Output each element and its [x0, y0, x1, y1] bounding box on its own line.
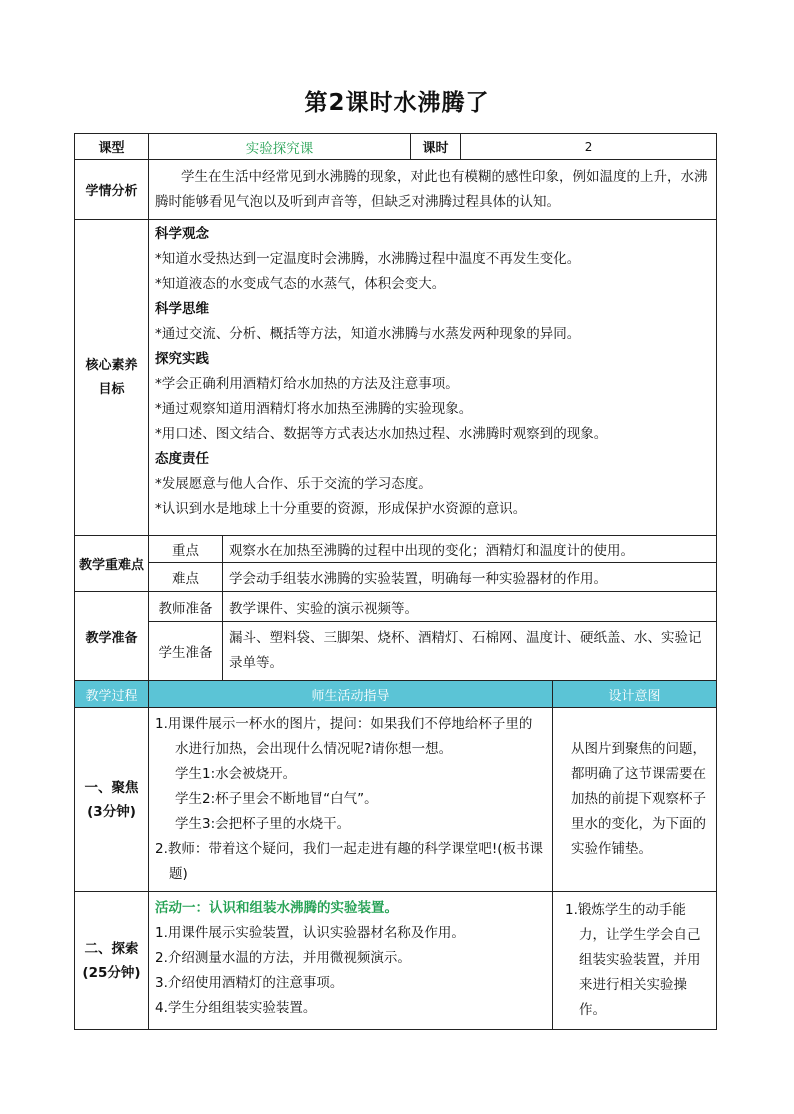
row-stage-focus: [75, 708, 717, 892]
goal-item: *认识到水是地球上十分重要的资源，形成保护水资源的意识。: [155, 501, 527, 517]
lesson-plan-table: [74, 133, 717, 1030]
analysis-text: 学生在生活中经常见到水沸腾的现象，对此也有模糊的感性印象，例如温度的上升，水沸腾时能够看见气泡以及听到声音等，但缺乏对沸腾过程具体的认知。: [149, 160, 717, 220]
row-goals: [75, 220, 717, 536]
stage1-activity: [149, 708, 553, 892]
stage1-label: 一、聚焦: [84, 779, 139, 796]
goals-label-line2: 目标: [98, 381, 125, 397]
student-prep-text: 漏斗、塑料袋、三脚架、烧杯、酒精灯、石棉网、温度计、硬纸盖、水、实验记录单等。: [223, 622, 717, 681]
stage1-answer: 学生2:杯子里会不断地冒“白气”。: [175, 791, 378, 807]
stage1-question-line1: 1.用课件展示一杯水的图片，提问：如果我们不停地给杯子里的: [155, 716, 533, 732]
course-period-label: 课时: [411, 134, 461, 160]
stage2-step: 2.介绍测量水温的方法，并用微视频演示。: [155, 950, 411, 966]
goal-item: *知道水受热达到一定温度时会沸腾，水沸腾过程中温度不再发生变化。: [155, 251, 581, 267]
goal-item: *学会正确利用酒精灯给水加热的方法及注意事项。: [155, 376, 459, 392]
goal-item: *通过观察知道用酒精灯将水加热至沸腾的实验现象。: [155, 401, 473, 417]
focus-label: 重点: [149, 536, 223, 563]
goals-content: [149, 220, 717, 536]
goal-item: *用口述、图文结合、数据等方式表达水加热过程、水沸腾时观察到的现象。: [155, 426, 608, 442]
stage2-step: 4.学生分组组装实验装置。: [155, 1000, 317, 1016]
process-header-row: [75, 681, 717, 708]
course-period-value: 2: [461, 134, 717, 160]
stage2-activity-title: 活动一：认识和组装水沸腾的实验装置。: [155, 900, 398, 916]
row-difficulty: [75, 563, 717, 592]
process-header-activity: 师生活动指导: [149, 681, 553, 708]
row-analysis: [75, 160, 717, 220]
row-stage-explore: [75, 892, 717, 1030]
stage2-step: 3.介绍使用酒精灯的注意事项。: [155, 975, 344, 991]
stage2-activity: [149, 892, 553, 1030]
goals-label-line1: 核心素养: [85, 357, 138, 373]
course-type-value: 实验探究课: [149, 134, 411, 160]
row-focus: [75, 536, 717, 563]
goal-heading: 科学观念: [155, 226, 209, 242]
stage1-label-cell: [75, 708, 149, 892]
course-type-label: 课型: [75, 134, 149, 160]
row-course-type: [75, 134, 717, 160]
goal-item: *通过交流、分析、概括等方法，知道水沸腾与水蒸发两种现象的异同。: [155, 326, 581, 342]
goal-heading: 态度责任: [155, 451, 209, 467]
page-title: 第2课时水沸腾了: [304, 90, 490, 116]
analysis-label: 学情分析: [75, 160, 149, 220]
stage1-time: (3分钟): [87, 803, 136, 820]
stage1-design: 从图片到聚焦的问题，都明确了这节课需要在加热的前提下观察杯子里水的变化，为下面的实验作铺垫。: [553, 708, 717, 892]
stage2-design: 1.锻炼学生的动手能力，让学生学会自己组装实验装置，并用来进行相关实验操作。: [553, 892, 717, 1030]
student-prep-label: 学生准备: [149, 622, 223, 681]
row-student-prep: [75, 622, 717, 681]
teacher-prep-text: 教学课件、实验的演示视频等。: [223, 592, 717, 622]
difficulty-text: 学会动手组装水沸腾的实验装置，明确每一种实验器材的作用。: [223, 563, 717, 592]
focus-text: 观察水在加热至沸腾的过程中出现的变化；酒精灯和温度计的使用。: [223, 536, 717, 563]
stage1-question-line2: 水进行加热，会出现什么情况呢?请你想一想。: [175, 741, 453, 757]
stage2-step: 1.用课件展示实验装置，认识实验器材名称及作用。: [155, 925, 465, 941]
process-header-stage: 教学过程: [75, 681, 149, 708]
preparation-label: 教学准备: [75, 592, 149, 681]
stage1-answer: 学生1:水会被烧开。: [175, 766, 297, 782]
row-teacher-prep: [75, 592, 717, 622]
goal-heading: 科学思维: [155, 301, 209, 317]
key-points-label: 教学重难点: [75, 536, 149, 592]
stage1-teacher: 2.教师：带着这个疑问，我们一起走进有趣的科学课堂吧!(板书课题): [155, 841, 544, 882]
stage2-label: 二、探索: [84, 940, 139, 957]
goal-item: *发展愿意与他人合作、乐于交流的学习态度。: [155, 476, 432, 492]
goals-label: [75, 220, 149, 536]
teacher-prep-label: 教师准备: [149, 592, 223, 622]
stage2-label-cell: [75, 892, 149, 1030]
stage1-answer: 学生3:会把杯子里的水烧干。: [175, 816, 351, 832]
goal-item: *知道液态的水变成气态的水蒸气，体积会变大。: [155, 276, 446, 292]
difficulty-label: 难点: [149, 563, 223, 592]
process-header-design: 设计意图: [553, 681, 717, 708]
goal-heading: 探究实践: [155, 351, 209, 367]
stage2-time: (25分钟): [82, 964, 141, 981]
